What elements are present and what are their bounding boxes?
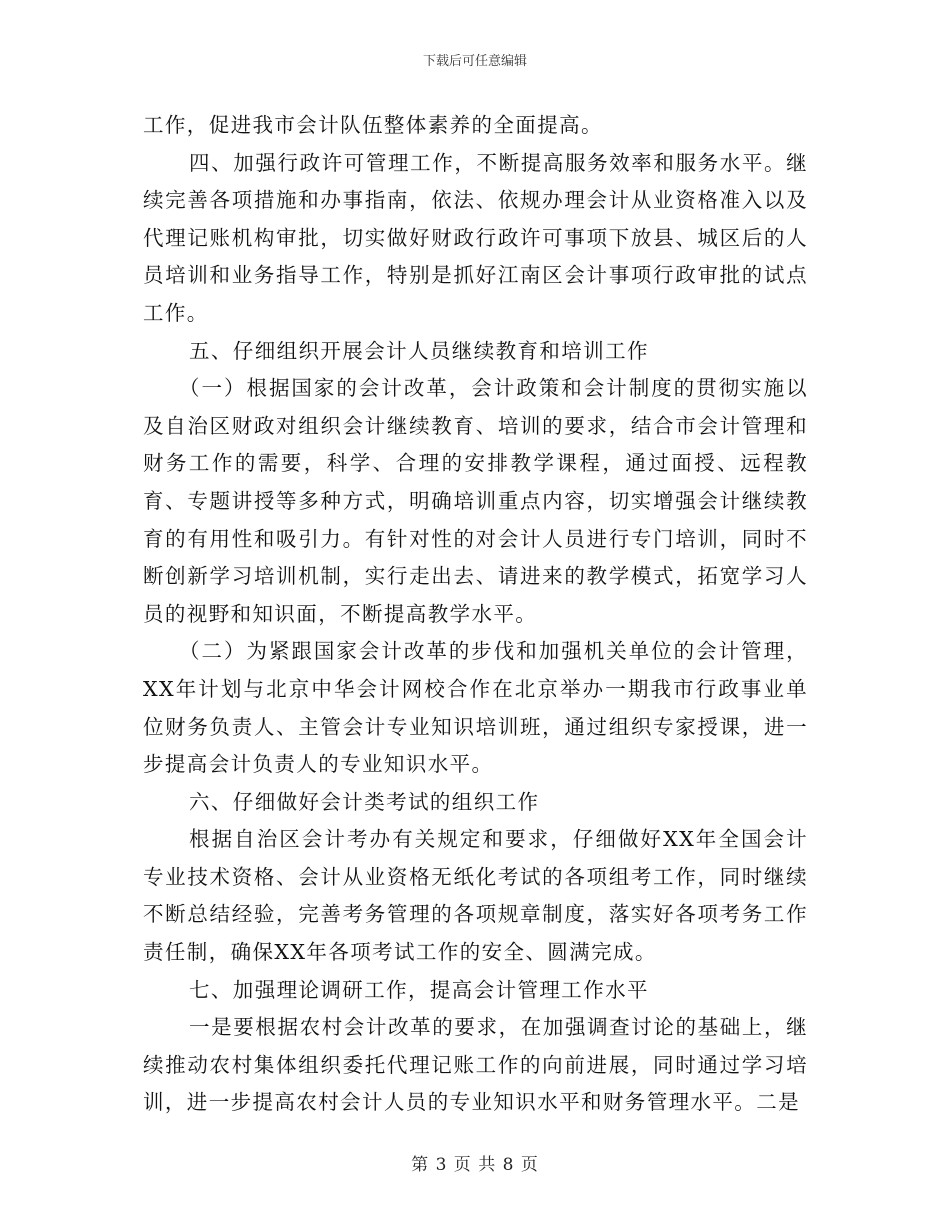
page-number-footer: 第 3 页 共 8 页 [411, 1155, 539, 1175]
paragraph-section-4: 四、加强行政许可管理工作，不断提高服务效率和服务水平。继续完善各项措施和办事指南，依法、依规办理会计从业资格准入以及代理记账机构审批，切实做好财政行政许可事项下放县、城区后的人员培训和业务指导工作，特别是抓好江南区会计事项行政审批的试点工作。 [143, 150, 808, 325]
page-header-note: 下载后可任意编辑 [422, 54, 527, 69]
paragraph-section-5-item-2: （二）为紧跟国家会计改革的步伐和加强机关单位的会计管理，XX年计划与北京中华会计网校合作在北京举办一期我市行政事业单位财务负责人、主管会计专业知识培训班，通过组织专家授课，进一步提高会计负责人的专业知识水平。 [143, 639, 808, 777]
document-body [143, 107, 808, 1122]
heading-section-5: 五、仔细组织开展会计人员继续教育和培训工作 [189, 338, 649, 363]
heading-section-6: 六、仔细做好会计类考试的组织工作 [189, 789, 540, 814]
paragraph-section-6: 根据自治区会计考办有关规定和要求，仔细做好XX年全国会计专业技术资格、会计从业资格无纸化考试的各项组考工作，同时继续不断总结经验，完善考务管理的各项规章制度，落实好各项考务工作责任制，确保XX年各项考试工作的安全、圆满完成。 [143, 827, 808, 965]
paragraph-section-7: 一是要根据农村会计改革的要求，在加强调查讨论的基础上，继续推动农村集体组织委托代理记账工作的向前进展，同时通过学习培训，进一步提高农村会计人员的专业知识水平和财务管理水平。二是 [143, 1015, 808, 1115]
paragraph-continuation: 工作，促进我市会计队伍整体素养的全面提高。 [143, 113, 603, 137]
paragraph-section-5-item-1: （一）根据国家的会计改革，会计政策和会计制度的贯彻实施以及自治区财政对组织会计继续教育、培训的要求，结合市会计管理和财务工作的需要，科学、合理的安排教学课程，通过面授、远程教育、专题讲授等多种方式，明确培训重点内容，切实增强会计继续教育的有用性和吸引力。有针对性的对会计人员进行专门培训，同时不断创新学习培训机制，实行走出去、请进来的教学模式，拓宽学习人员的视野和知识面，不断提高教学水平。 [143, 376, 808, 626]
heading-section-7: 七、加强理论调研工作，提高会计管理工作水平 [189, 977, 649, 1002]
